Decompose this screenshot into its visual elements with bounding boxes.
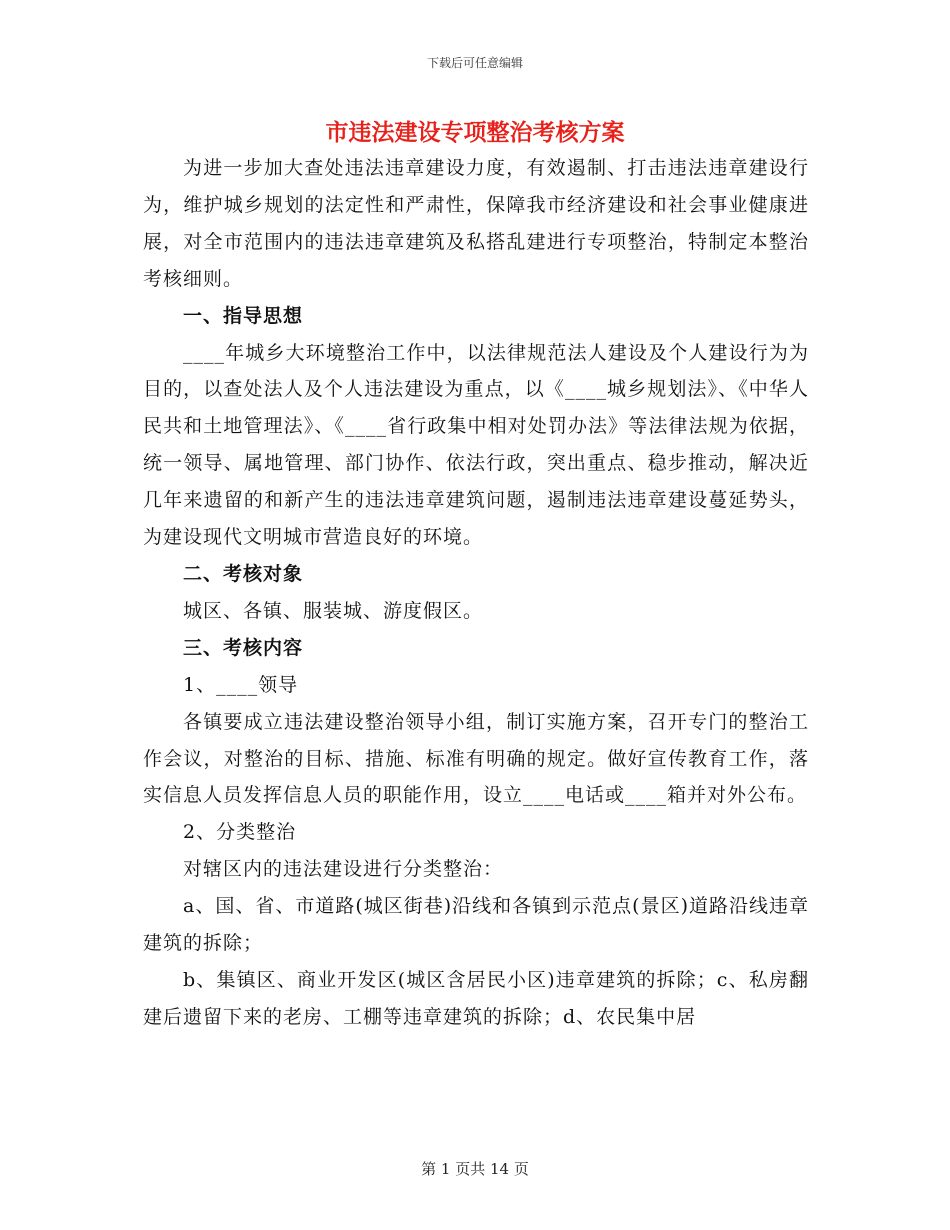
paragraph-classified-intro: 对辖区内的违法建设进行分类整治：	[183, 858, 504, 881]
page-footer: 第 1 页共 14 页	[421, 1160, 529, 1178]
paragraph-item-a: a、国、省、市道路(城区街巷)沿线和各镇到示范点(景区)道路沿线违章建筑的拆除；	[143, 895, 809, 955]
heading-assessment-targets: 二、考核对象	[183, 562, 304, 585]
header-note: 下载后可任意编辑	[426, 56, 523, 70]
document-body	[143, 150, 809, 1036]
heading-assessment-content: 三、考核内容	[183, 636, 304, 659]
heading-guiding-ideology: 一、指导思想	[183, 304, 304, 327]
subheading-leadership: 1、____领导	[183, 673, 299, 696]
paragraph-assessment-targets: 城区、各镇、服装城、游度假区。	[183, 599, 484, 622]
paragraph-guiding-ideology: ____年城乡大环境整治工作中，以法律规范法人建设及个人建设行为为目的，以查处法人及个人违法建设为重点，以《____城乡规划法》、《中华人民共和土地管理法》、《____省行政集中相对处罚办法》等法律法规为依据，统一领导、属地管理、部门协作、依法行政，突出重点、稳步推动，解决近几年来遗留的和新产生的违法违章建筑问题，遏制违法违章建设蔓延势头，为建设现代文明城市营造良好的环境。	[143, 341, 809, 549]
document-title: 市违法建设专项整治考核方案	[325, 119, 625, 146]
paragraph-item-b: b、集镇区、商业开发区(城区含居民小区)违章建筑的拆除；c、私房翻建后遗留下来的老房、工棚等违章建筑的拆除；d、农民集中居	[143, 968, 809, 1028]
subheading-classified-rectification: 2、分类整治	[183, 821, 297, 844]
paragraph-intro: 为进一步加大查处违法违章建设力度，有效遏制、打击违法违章建设行为，维护城乡规划的法定性和严肃性，保障我市经济建设和社会事业健康进展，对全市范围内的违法违章建筑及私搭乱建进行专项整治，特制定本整治考核细则。	[143, 157, 809, 290]
paragraph-leadership: 各镇要成立违法建设整治领导小组，制订实施方案，召开专门的整治工作会议，对整治的目标、措施、标准有明确的规定。做好宣传教育工作，落实信息人员发挥信息人员的职能作用，设立____电话或____箱并对外公布。	[143, 710, 809, 807]
